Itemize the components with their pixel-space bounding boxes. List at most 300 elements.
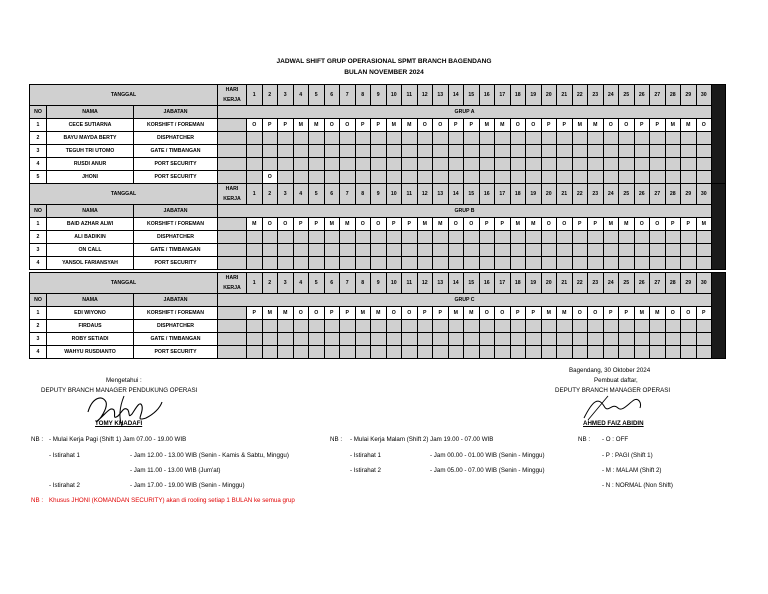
shift-cell xyxy=(541,171,557,184)
shift-cell xyxy=(433,145,449,158)
no-header: NO xyxy=(30,106,47,119)
day-header: 7 xyxy=(340,85,356,106)
shift-cell xyxy=(696,158,712,171)
day-header: 10 xyxy=(386,273,402,294)
shift-cell xyxy=(479,257,495,270)
shift-cell xyxy=(464,257,480,270)
shift-cell xyxy=(696,244,712,257)
shift-cell xyxy=(340,346,356,359)
shift-cell xyxy=(650,145,666,158)
employee-name: CECE SUTIARNA xyxy=(47,119,134,132)
shift-cell xyxy=(402,158,418,171)
left-sign-label: Mengetahui : xyxy=(106,377,142,384)
shift-cell xyxy=(448,346,464,359)
day-header: 16 xyxy=(479,273,495,294)
shift-cell xyxy=(572,244,588,257)
shift-cell xyxy=(386,257,402,270)
shift-cell: M xyxy=(371,307,387,320)
table-row xyxy=(30,231,726,244)
day-header: 23 xyxy=(588,85,604,106)
shift-cell xyxy=(588,346,604,359)
tanggal-header: TANGGAL xyxy=(30,85,218,106)
shift-cell xyxy=(572,333,588,346)
shift-cell xyxy=(650,333,666,346)
shift-cell: M xyxy=(293,119,309,132)
shift-cell: P xyxy=(448,119,464,132)
day-header: 24 xyxy=(603,184,619,205)
shift-cell xyxy=(479,231,495,244)
employee-name: ON CALL xyxy=(47,244,134,257)
day-header: 9 xyxy=(371,273,387,294)
shift-cell xyxy=(340,145,356,158)
shift-cell xyxy=(541,333,557,346)
shift-cell: M xyxy=(340,218,356,231)
shift-cell xyxy=(681,171,697,184)
shift-cell xyxy=(603,158,619,171)
shift-cell: P xyxy=(681,218,697,231)
shift-cell xyxy=(696,320,712,333)
shift-cell: P xyxy=(309,218,325,231)
shift-cell xyxy=(696,346,712,359)
jabatan-header: JABATAN xyxy=(134,106,218,119)
legend-normal: - N : NORMAL (Non Shift) xyxy=(602,482,673,489)
table-row xyxy=(30,244,726,257)
shift-cell: M xyxy=(433,218,449,231)
shift-cell xyxy=(355,244,371,257)
shift-cell: M xyxy=(634,307,650,320)
note-nb1: NB : xyxy=(31,436,44,443)
shift-cell xyxy=(309,244,325,257)
shift-cell xyxy=(247,257,263,270)
row-number: 1 xyxy=(30,119,47,132)
shift-cell xyxy=(665,158,681,171)
shift-cell xyxy=(557,333,573,346)
shift-cell: M xyxy=(464,307,480,320)
hari-kerja-cell xyxy=(218,346,247,359)
shift-cell xyxy=(247,346,263,359)
day-header: 22 xyxy=(572,184,588,205)
shift-cell xyxy=(448,257,464,270)
shift-cell xyxy=(355,171,371,184)
shift-cell xyxy=(340,333,356,346)
employee-position: DISPHATCHER xyxy=(134,132,218,145)
shift-cell xyxy=(634,346,650,359)
right-sign-name: AHMED FAIZ ABIDIN xyxy=(583,420,644,427)
shift-cell xyxy=(448,231,464,244)
shift-cell: O xyxy=(510,119,526,132)
table-row xyxy=(30,257,726,270)
shift-cell xyxy=(371,158,387,171)
shift-cell: O xyxy=(588,307,604,320)
schedule-subtitle: BULAN NOVEMBER 2024 xyxy=(344,69,424,76)
shift-cell xyxy=(665,333,681,346)
day-header: 24 xyxy=(603,273,619,294)
black-column xyxy=(712,273,726,359)
employee-name: BAID AZHAR ALWI xyxy=(47,218,134,231)
shift-cell xyxy=(448,244,464,257)
employee-name: ROBY SETIADI xyxy=(47,333,134,346)
day-header: 13 xyxy=(433,184,449,205)
shift-cell xyxy=(696,171,712,184)
row-number: 4 xyxy=(30,257,47,270)
shift-cell xyxy=(278,320,294,333)
employee-name: RUSDI ANUR xyxy=(47,158,134,171)
shift-cell xyxy=(479,145,495,158)
shift-cell xyxy=(262,257,278,270)
shift-cell: P xyxy=(495,218,511,231)
shift-cell xyxy=(572,132,588,145)
shift-cell: P xyxy=(650,119,666,132)
employee-name: YANSOL FARIANSYAH xyxy=(47,257,134,270)
day-header: 21 xyxy=(557,184,573,205)
shift-cell: M xyxy=(262,307,278,320)
shift-cell: P xyxy=(634,119,650,132)
shift-cell xyxy=(510,132,526,145)
day-header: 6 xyxy=(324,184,340,205)
shift-cell xyxy=(340,132,356,145)
shift-cell xyxy=(650,158,666,171)
shift-cell xyxy=(541,231,557,244)
day-header: 5 xyxy=(309,184,325,205)
shift-cell xyxy=(603,132,619,145)
shift-cell xyxy=(293,257,309,270)
row-number: 1 xyxy=(30,218,47,231)
legend-malam: - M : MALAM (Shift 2) xyxy=(602,467,662,474)
hari-kerja-cell xyxy=(218,333,247,346)
group-header: GRUP C xyxy=(218,294,712,307)
shift-cell xyxy=(557,320,573,333)
day-header: 25 xyxy=(619,273,635,294)
shift-cell xyxy=(557,132,573,145)
hari-kerja-cell xyxy=(218,307,247,320)
shift-cell xyxy=(572,346,588,359)
employee-position: GATE / TIMBANGAN xyxy=(134,145,218,158)
day-header: 16 xyxy=(479,184,495,205)
table-row xyxy=(30,320,726,333)
shift-cell xyxy=(417,257,433,270)
shift-cell xyxy=(371,333,387,346)
shift-cell xyxy=(665,257,681,270)
shift-cell: O xyxy=(526,119,542,132)
legend-off: - O : OFF xyxy=(602,436,629,443)
shift-cell xyxy=(696,333,712,346)
shift-cell xyxy=(603,346,619,359)
day-header: 23 xyxy=(588,184,604,205)
shift-cell xyxy=(433,244,449,257)
shift-cell xyxy=(634,145,650,158)
shift-cell xyxy=(681,231,697,244)
table-row xyxy=(30,218,726,231)
shift-cell xyxy=(588,244,604,257)
shift-cell xyxy=(541,257,557,270)
shift-cell xyxy=(510,158,526,171)
shift-cell xyxy=(402,244,418,257)
legend-pagi: - P : PAGI (Shift 1) xyxy=(602,452,653,459)
shift-cell: M xyxy=(309,119,325,132)
no-header: NO xyxy=(30,294,47,307)
nama-header: NAMA xyxy=(47,294,134,307)
shift-cell xyxy=(526,257,542,270)
day-header: 5 xyxy=(309,85,325,106)
shift-cell: P xyxy=(696,307,712,320)
note-m-ist1-label: - Istirahat 1 xyxy=(350,452,381,459)
shift-cell xyxy=(650,231,666,244)
schedule-title: JADWAL SHIFT GRUP OPERASIONAL SPMT BRANCH BAGENDANG xyxy=(276,58,492,65)
group-header: GRUP A xyxy=(218,106,712,119)
shift-cell xyxy=(619,346,635,359)
day-header: 15 xyxy=(464,85,480,106)
shift-cell xyxy=(262,333,278,346)
day-header: 20 xyxy=(541,184,557,205)
shift-cell: O xyxy=(681,307,697,320)
shift-cell xyxy=(541,346,557,359)
shift-cell xyxy=(588,158,604,171)
shift-cell xyxy=(619,158,635,171)
shift-cell: O xyxy=(650,218,666,231)
table-row xyxy=(30,158,726,171)
shift-cell: M xyxy=(650,307,666,320)
nama-header: NAMA xyxy=(47,205,134,218)
shift-cell xyxy=(247,244,263,257)
shift-cell xyxy=(495,320,511,333)
shift-cell xyxy=(433,346,449,359)
shift-cell: P xyxy=(386,218,402,231)
shift-cell xyxy=(588,231,604,244)
day-header: 12 xyxy=(417,273,433,294)
shift-cell xyxy=(510,320,526,333)
shift-cell xyxy=(293,132,309,145)
shift-cell xyxy=(526,158,542,171)
shift-cell: P xyxy=(247,307,263,320)
shift-cell xyxy=(634,257,650,270)
shift-cell xyxy=(603,257,619,270)
shift-cell: M xyxy=(541,307,557,320)
red-note: Khusus JHONI (KOMANDAN SECURITY) akan di rooling setiap 1 BULAN ke semua grup xyxy=(49,497,295,504)
note-ist1-a: - Jam 12.00 - 13.00 WIB (Senin - Kamis & Sabtu, Minggu) xyxy=(130,452,289,459)
shift-cell: P xyxy=(572,218,588,231)
shift-cell xyxy=(510,346,526,359)
day-header: 25 xyxy=(619,85,635,106)
shift-cell: O xyxy=(386,307,402,320)
shift-cell xyxy=(588,333,604,346)
shift-cell xyxy=(371,231,387,244)
day-header: 20 xyxy=(541,85,557,106)
day-header: 4 xyxy=(293,85,309,106)
shift-cell xyxy=(495,231,511,244)
employee-position: GATE / TIMBANGAN xyxy=(134,333,218,346)
shift-cell xyxy=(541,132,557,145)
shift-cell: O xyxy=(572,307,588,320)
no-header: NO xyxy=(30,205,47,218)
shift-cell xyxy=(634,231,650,244)
shift-cell xyxy=(681,132,697,145)
day-header: 15 xyxy=(464,184,480,205)
shift-cell xyxy=(572,158,588,171)
day-header: 3 xyxy=(278,184,294,205)
shift-cell xyxy=(541,320,557,333)
table-row xyxy=(30,119,726,132)
shift-cell xyxy=(681,145,697,158)
day-header: 16 xyxy=(479,85,495,106)
shift-cell xyxy=(572,320,588,333)
shift-cell xyxy=(572,171,588,184)
day-header: 29 xyxy=(681,85,697,106)
shift-cell: P xyxy=(479,218,495,231)
shift-cell xyxy=(309,132,325,145)
black-column xyxy=(712,184,726,270)
shift-cell xyxy=(262,244,278,257)
day-header: 17 xyxy=(495,85,511,106)
shift-cell xyxy=(324,145,340,158)
shift-cell xyxy=(293,231,309,244)
shift-cell: P xyxy=(340,307,356,320)
shift-cell xyxy=(557,244,573,257)
shift-cell xyxy=(278,132,294,145)
shift-cell xyxy=(526,346,542,359)
shift-cell: P xyxy=(665,218,681,231)
row-number: 1 xyxy=(30,307,47,320)
shift-cell xyxy=(479,244,495,257)
shift-cell xyxy=(371,171,387,184)
shift-cell: O xyxy=(340,119,356,132)
shift-cell: M xyxy=(665,119,681,132)
shift-cell xyxy=(448,132,464,145)
shift-cell: P xyxy=(433,307,449,320)
shift-cell xyxy=(324,244,340,257)
shift-cell xyxy=(247,231,263,244)
shift-cell xyxy=(309,145,325,158)
employee-position: KORSHIFT / FOREMAN xyxy=(134,307,218,320)
shift-cell xyxy=(510,244,526,257)
shift-cell xyxy=(340,158,356,171)
shift-cell: P xyxy=(355,119,371,132)
shift-cell: O xyxy=(247,119,263,132)
day-header: 28 xyxy=(665,85,681,106)
shift-cell: O xyxy=(448,218,464,231)
red-note-label: NB : xyxy=(31,497,44,504)
shift-cell xyxy=(650,346,666,359)
shift-cell xyxy=(526,145,542,158)
shift-cell xyxy=(340,320,356,333)
shift-cell xyxy=(371,132,387,145)
shift-cell xyxy=(386,158,402,171)
shift-cell: M xyxy=(324,218,340,231)
note-ist2-label: - Istirahat 2 xyxy=(49,482,80,489)
shift-cell xyxy=(619,320,635,333)
table-row xyxy=(30,145,726,158)
day-header: 15 xyxy=(464,273,480,294)
shift-cell xyxy=(448,333,464,346)
shift-cell: O xyxy=(603,119,619,132)
shift-cell xyxy=(510,231,526,244)
shift-cell xyxy=(371,145,387,158)
shift-cell xyxy=(417,171,433,184)
hari-kerja-cell xyxy=(218,320,247,333)
shift-cell xyxy=(402,231,418,244)
schedule-table-3 xyxy=(29,272,726,359)
employee-position: KORSHIFT / FOREMAN xyxy=(134,218,218,231)
shift-cell xyxy=(681,158,697,171)
note-nb2: NB : xyxy=(330,436,343,443)
day-header: 6 xyxy=(324,273,340,294)
shift-cell xyxy=(433,132,449,145)
day-header: 19 xyxy=(526,273,542,294)
shift-cell xyxy=(510,257,526,270)
shift-cell xyxy=(355,346,371,359)
shift-cell xyxy=(278,145,294,158)
day-header: 12 xyxy=(417,184,433,205)
shift-cell xyxy=(355,333,371,346)
shift-cell xyxy=(526,320,542,333)
shift-cell xyxy=(696,231,712,244)
shift-cell: M xyxy=(417,218,433,231)
shift-cell xyxy=(386,320,402,333)
shift-cell xyxy=(557,257,573,270)
employee-position: PORT SECURITY xyxy=(134,171,218,184)
shift-cell xyxy=(572,145,588,158)
shift-cell xyxy=(495,145,511,158)
shift-cell xyxy=(324,171,340,184)
day-header: 11 xyxy=(402,85,418,106)
shift-cell: O xyxy=(355,218,371,231)
shift-cell xyxy=(386,132,402,145)
shift-cell xyxy=(634,171,650,184)
shift-cell: O xyxy=(324,119,340,132)
day-header: 9 xyxy=(371,85,387,106)
hari-kerja-cell xyxy=(218,231,247,244)
shift-cell xyxy=(324,132,340,145)
note-shift1: - Mulai Kerja Pagi (Shift 1) Jam 07.00 - 19.00 WIB xyxy=(49,436,187,443)
shift-cell: O xyxy=(634,218,650,231)
table-row xyxy=(30,132,726,145)
shift-cell: O xyxy=(262,171,278,184)
shift-cell xyxy=(634,132,650,145)
hari-kerja-header: HARI KERJA xyxy=(218,273,247,294)
shift-cell: P xyxy=(603,307,619,320)
day-header: 14 xyxy=(448,273,464,294)
shift-cell xyxy=(371,257,387,270)
hari-kerja-cell xyxy=(218,257,247,270)
shift-cell xyxy=(665,171,681,184)
shift-cell xyxy=(557,158,573,171)
shift-cell xyxy=(433,320,449,333)
employee-position: PORT SECURITY xyxy=(134,158,218,171)
employee-position: KORSHIFT / FOREMAN xyxy=(134,119,218,132)
day-header: 1 xyxy=(247,85,263,106)
day-header: 30 xyxy=(696,273,712,294)
shift-cell xyxy=(309,257,325,270)
shift-cell xyxy=(572,231,588,244)
shift-cell xyxy=(278,158,294,171)
shift-cell xyxy=(278,244,294,257)
shift-cell xyxy=(526,231,542,244)
shift-cell: O xyxy=(371,218,387,231)
day-header: 3 xyxy=(278,85,294,106)
shift-cell xyxy=(402,346,418,359)
shift-cell: O xyxy=(541,218,557,231)
shift-cell xyxy=(247,158,263,171)
shift-cell xyxy=(665,244,681,257)
shift-cell xyxy=(247,320,263,333)
shift-cell xyxy=(557,231,573,244)
day-header: 13 xyxy=(433,273,449,294)
shift-cell xyxy=(278,171,294,184)
day-header: 10 xyxy=(386,184,402,205)
shift-cell xyxy=(603,320,619,333)
shift-cell xyxy=(603,171,619,184)
shift-cell xyxy=(448,171,464,184)
shift-cell xyxy=(619,145,635,158)
